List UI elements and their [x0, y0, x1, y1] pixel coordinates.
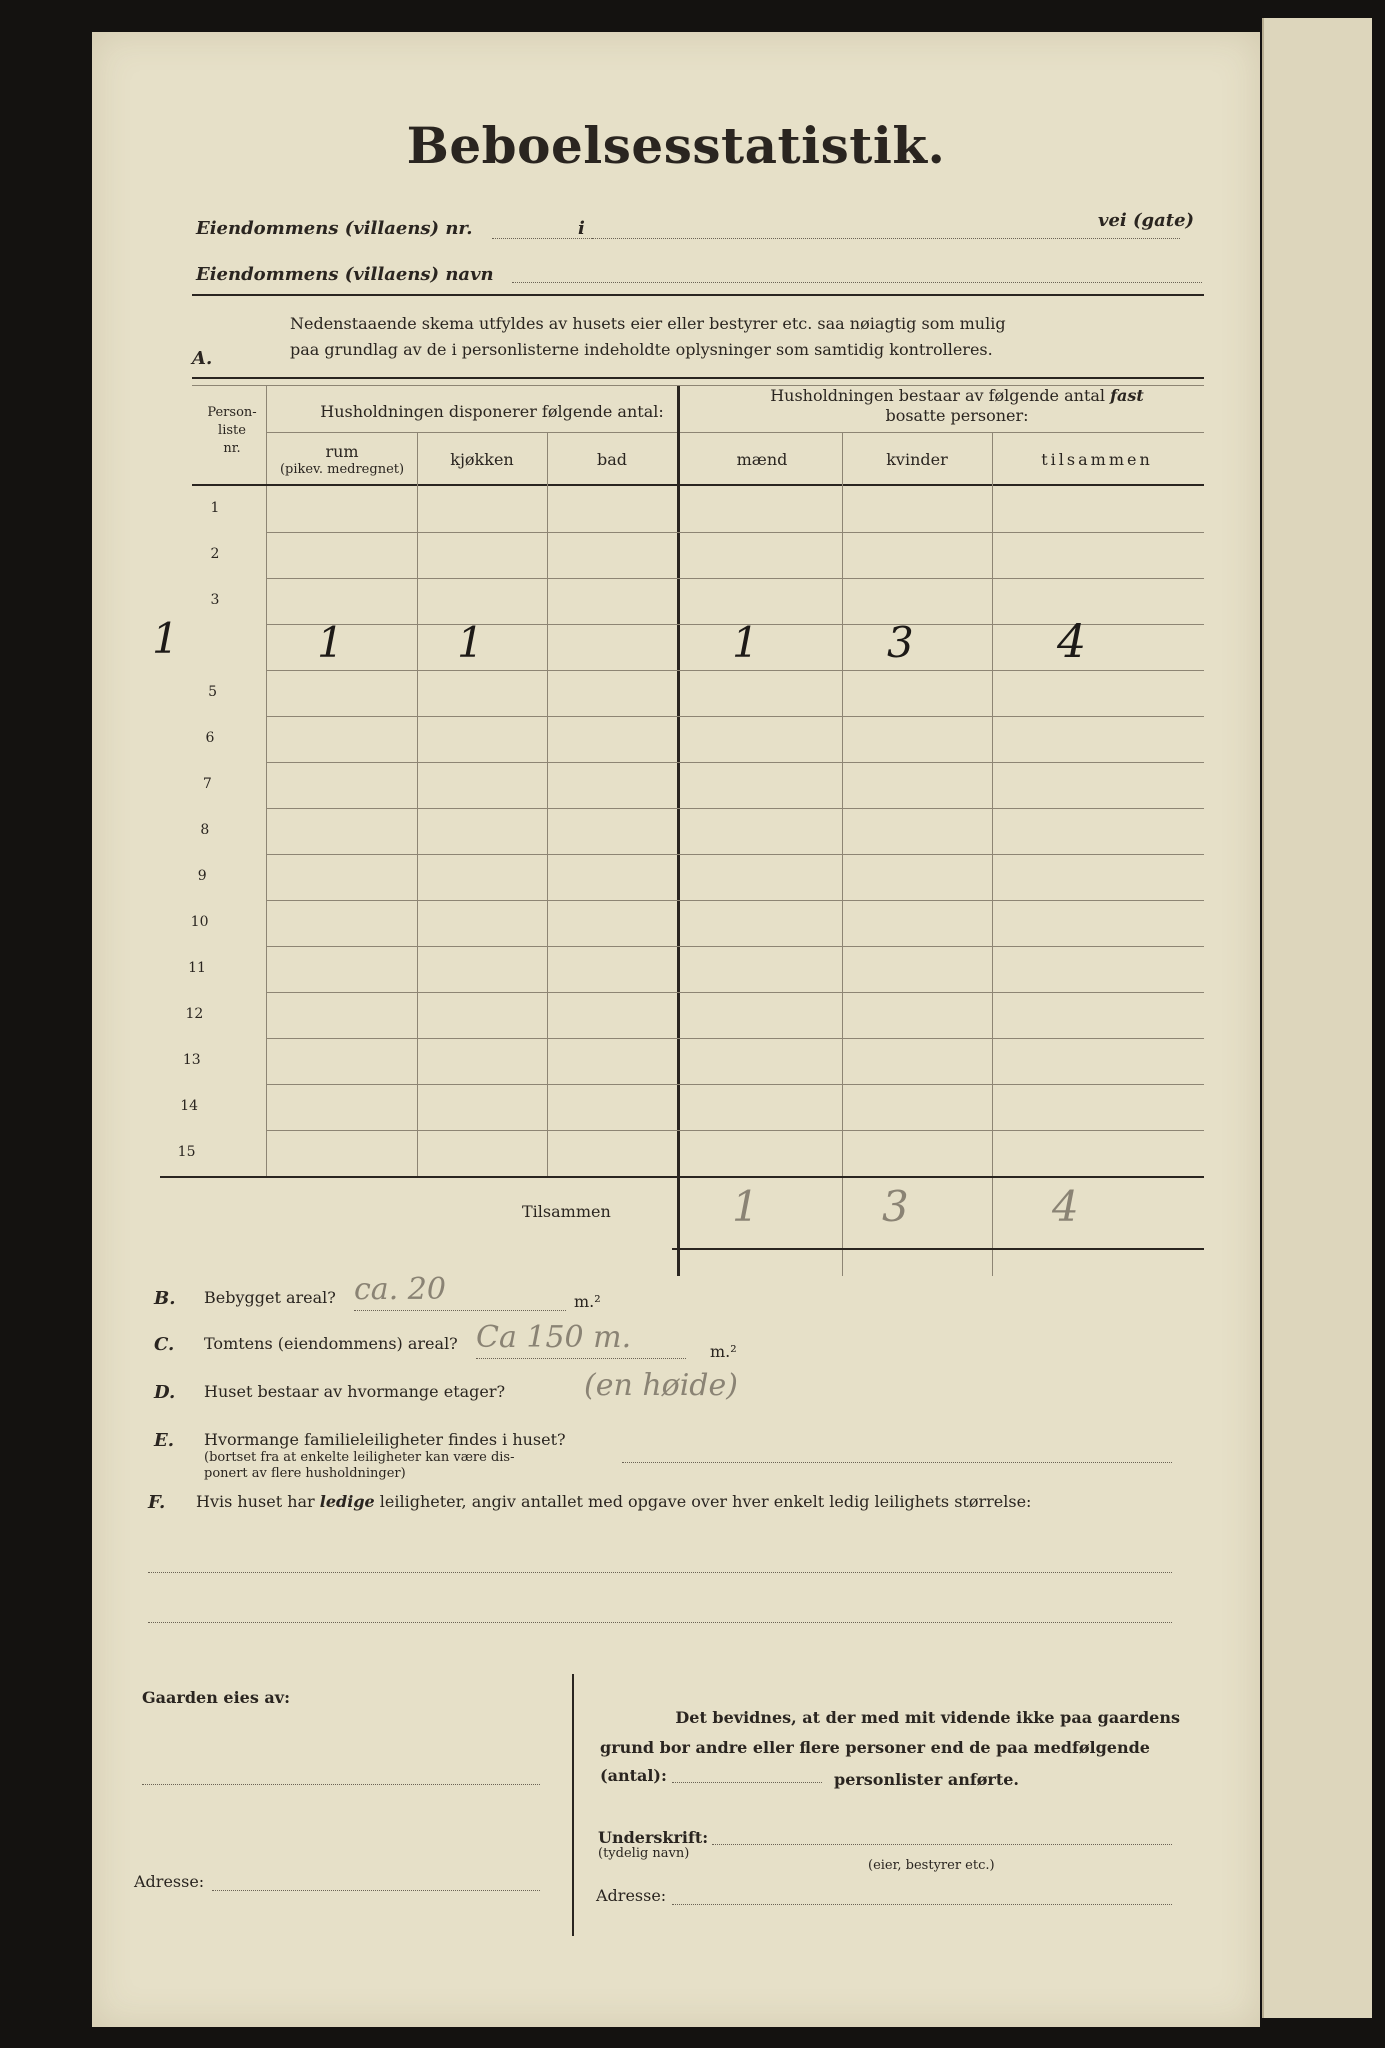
group-bestaar-fast: fast: [1110, 386, 1144, 405]
q-d-letter: D.: [154, 1382, 176, 1403]
q-f-field-1[interactable]: [148, 1572, 1172, 1573]
row-number: 1: [210, 500, 220, 516]
table-row-line: [267, 900, 1204, 901]
q-f-text: [196, 1492, 1196, 1511]
adresse-right-field[interactable]: [672, 1904, 1172, 1905]
table-top-border: [192, 377, 1204, 379]
header-bottom-line: [192, 484, 1204, 486]
street-field[interactable]: [592, 238, 1180, 239]
q-c-unit: m.²: [710, 1342, 737, 1361]
q-e-note-1: (bortset fra at enkelte leiligheter kan være dis-: [204, 1450, 515, 1465]
col-kvinder: kvinder: [886, 450, 948, 469]
table-row-line: [267, 1038, 1204, 1039]
table-row-line: [267, 854, 1204, 855]
nr-label: Eiendommens (villaens) nr.: [196, 218, 473, 239]
eies-label: Gaarden eies av:: [142, 1688, 290, 1707]
handwritten-tilsammen: 4: [1057, 614, 1087, 668]
table-row-line: [267, 946, 1204, 947]
q-f-text-1: Hvis huset har: [196, 1492, 315, 1511]
handwritten-rum: 1: [317, 618, 344, 667]
group-disponerer: Husholdningen disponerer følgende antal:: [320, 402, 664, 421]
col-kjokken: kjøkken: [450, 450, 514, 469]
col-maend: mænd: [736, 450, 788, 469]
row-number: 2: [210, 546, 220, 562]
row-number: 14: [180, 1098, 199, 1114]
table-row-line: [267, 670, 1204, 671]
bevidnes-line-1: Det bevidnes, at der med mit vidende ikke paa gaardens: [675, 1708, 1180, 1727]
row-number: 6: [205, 730, 215, 746]
bevidnes-line-3: personlister anførte.: [834, 1770, 1019, 1789]
col-tilsammen: tilsammen: [1041, 450, 1153, 469]
col-divider: [417, 432, 418, 1176]
row-number: 10: [190, 914, 209, 930]
table-bottom-line: [160, 1176, 1204, 1178]
i-label: i: [578, 218, 585, 239]
q-b-unit: m.²: [574, 1292, 601, 1311]
group-bestaar: [712, 386, 1202, 405]
table-row-line: [267, 1130, 1204, 1131]
navn-label: Eiendommens (villaens) navn: [196, 264, 494, 285]
form-sheet: [92, 32, 1260, 2027]
adresse-right-label: Adresse:: [596, 1886, 667, 1905]
instruction-line-2: paa grundlag av de i personlisterne indeholdte oplysninger som samtidig kontrolleres.: [290, 340, 993, 359]
row-number: 11: [188, 960, 206, 976]
row-number: 13: [182, 1052, 201, 1068]
instruction-line-1: Nedenstaaende skema utfyldes av husets eier eller bestyrer etc. saa nøiagtig som mulig: [290, 314, 1006, 333]
handwritten-kvinder: 3: [887, 618, 914, 667]
adresse-left-field[interactable]: [212, 1890, 540, 1891]
q-f-letter: F.: [148, 1492, 166, 1513]
footer-divider: [572, 1674, 574, 1936]
row-number: 12: [185, 1006, 204, 1022]
navn-field[interactable]: [512, 282, 1202, 283]
q-f-ledige: ledige: [319, 1492, 375, 1511]
divider: [192, 294, 1204, 296]
col-personliste: Person- liste nr.: [207, 405, 257, 456]
row-number: 15: [177, 1144, 196, 1160]
table-row-line: [267, 762, 1204, 763]
row-number: 3: [210, 592, 220, 608]
subheader-line: [266, 432, 1204, 433]
bevidnes-line-2: grund bor andre eller flere personer end de paa medfølgende: [600, 1738, 1150, 1757]
adjacent-page-edge: [1262, 18, 1372, 2018]
q-f-field-2[interactable]: [148, 1622, 1172, 1623]
bevidnes-antal: (antal):: [600, 1766, 667, 1785]
total-maend: 1: [732, 1182, 759, 1231]
q-d-text: Huset bestaar av hvormange etager?: [204, 1382, 506, 1401]
vei-label: vei (gate): [1092, 210, 1194, 231]
main-col-divider: [677, 386, 680, 1276]
q-c-field[interactable]: [476, 1358, 686, 1359]
total-kvinder: 3: [882, 1182, 909, 1231]
section-a-letter: A.: [192, 348, 213, 369]
row-number: 5: [208, 684, 218, 700]
handwritten-maend: 1: [732, 618, 759, 667]
q-e-field[interactable]: [622, 1462, 1172, 1463]
table-row-line: [267, 1084, 1204, 1085]
q-b-field[interactable]: [354, 1310, 566, 1311]
row-number: 9: [197, 868, 207, 884]
q-c-answer: Ca 150 m.: [476, 1320, 632, 1355]
group-bestaar-label: Husholdningen bestaar av følgende antal: [770, 386, 1106, 405]
underskrift-label: Underskrift:: [598, 1828, 709, 1847]
q-f-text-2: leiligheter, angiv antallet med opgave over hver enkelt ledig leilighets størrelse:: [379, 1492, 1032, 1511]
total-bottom-line: [672, 1248, 1204, 1250]
table-row-line: [267, 532, 1204, 533]
col-rum: rum: [325, 442, 359, 461]
total-tilsammen: 4: [1052, 1182, 1079, 1231]
col-rum-note: (pikev. medregnet): [279, 462, 405, 477]
antal-field[interactable]: [672, 1782, 822, 1783]
q-e-text: Hvormange familieleiligheter findes i huset?: [204, 1430, 566, 1449]
handwritten-row-number: 1: [152, 614, 179, 663]
handwritten-kjokken: 1: [457, 618, 484, 667]
q-b-answer: ca. 20: [354, 1272, 446, 1307]
underskrift-field[interactable]: [712, 1844, 1172, 1845]
row-number: 7: [202, 776, 212, 792]
table-row-line: [267, 992, 1204, 993]
col-divider: [266, 386, 267, 1176]
col-divider: [547, 432, 548, 1176]
q-c-letter: C.: [154, 1334, 175, 1355]
col-bad: bad: [596, 450, 628, 469]
q-c-text: Tomtens (eiendommens) areal?: [204, 1334, 458, 1353]
page-title: Beboelsesstatistik.: [406, 116, 946, 175]
eier-note: (eier, bestyrer etc.): [868, 1858, 995, 1873]
table-row-line: [267, 808, 1204, 809]
q-b-text: Bebygget areal?: [204, 1288, 336, 1307]
eier-field[interactable]: [142, 1784, 540, 1785]
q-b-letter: B.: [154, 1288, 176, 1309]
table-row-line: [267, 716, 1204, 717]
q-d-answer: (en høide): [584, 1368, 738, 1403]
adresse-left-label: Adresse:: [134, 1872, 205, 1891]
tydelig-label: (tydelig navn): [598, 1846, 690, 1861]
total-label: Tilsammen: [522, 1202, 611, 1221]
q-e-letter: E.: [154, 1430, 174, 1451]
group-bestaar-line2: bosatte personer:: [885, 406, 1029, 425]
row-number: 8: [200, 822, 210, 838]
q-e-note-2: ponert av flere husholdninger): [204, 1466, 406, 1481]
table-row-line: [267, 578, 1204, 579]
